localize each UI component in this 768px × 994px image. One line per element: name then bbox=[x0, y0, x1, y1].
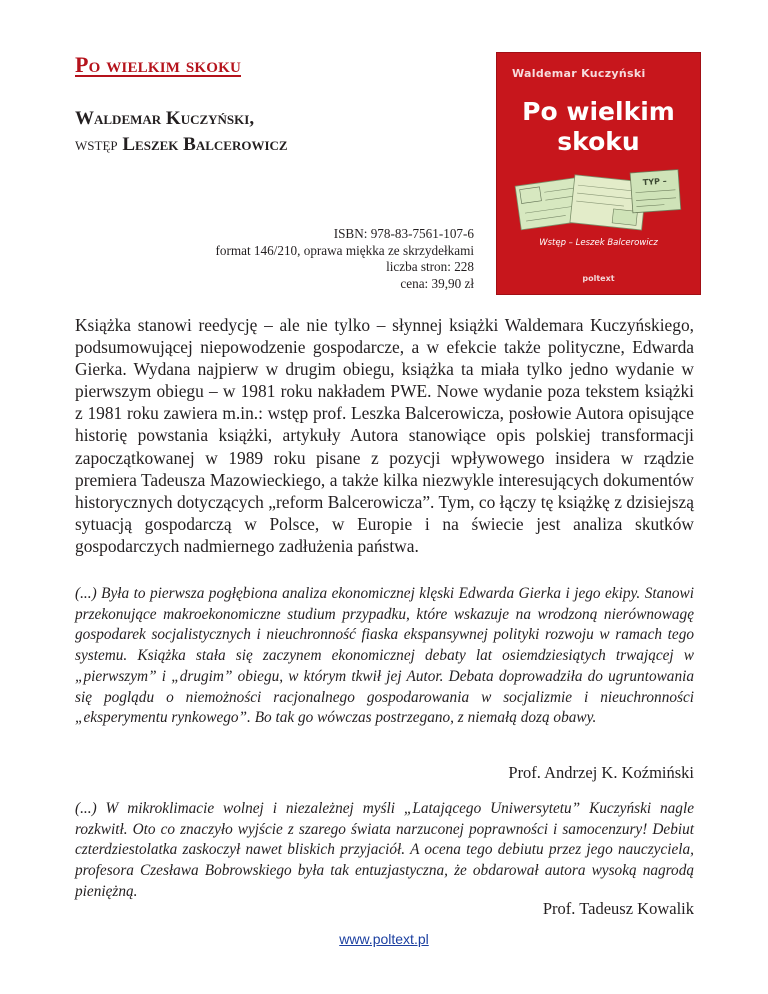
cover-author: Waldemar Kuczyński bbox=[512, 67, 646, 80]
isbn: ISBN: 978-83-7561-107-6 bbox=[333, 226, 474, 241]
cover-publisher-logo: poltext bbox=[582, 274, 615, 283]
page-title: Po wielkim skoku bbox=[75, 52, 241, 77]
intro-prefix: wstęp bbox=[75, 134, 118, 155]
intro-line bbox=[75, 134, 288, 156]
cover-title-line1: Po wielkim bbox=[522, 97, 675, 126]
book-description: Książka stanowi reedycję – ale nie tylko – słynnej książki Waldemara Kuczyńskiego, podsumowującej niepowodzenie gospodarcze, a w efekcie także polityczne, Edwarda Gierka. Wydana najpierw w drugim obiegu, książka ta miała tylko jedno wydanie w pierwszym obiegu – w 1981 roku nakładem PWE. Nowe wydanie poza tekstem książki z 1981 roku zawiera m.in.: wstęp prof. Leszka Balcerowicza, posłowie Autora opisujące historię powstania książki, artykuły Autora stanowiące opis polskiej transformacji zapoczątkowanej w 1989 roku pisane z pozycji wpływowego insidera w rządzie premiera Tadeusza Mazowieckiego, a także kilka niezwykle interesujących dokumentów historycznych dotyczących „reform Balcerowicza”. Tym, co łączy tę książkę z dzisiejszą sytuacją gospodarczą w Polsce, w Europie i na świecie jest analiza skutków gospodarczych nadmiernego zadłużenia państwa. bbox=[75, 315, 694, 556]
review-quote: (...) Była to pierwsza pogłębiona analiza ekonomicznej klęski Edwarda Gierka i jego ekipy. Stanowi przekonujące makroekonomiczne studium przypadku, które wskazuje na wrodzoną nierównowagę gospodarek socjalistycznych i nieuchronność fiaska ekspansywnej polityki rozwoju w ramach tego systemu. Książka stała się zaczynem ekonomicznej debaty lat osiemdziesiątych trwającej w „pierwszym” i „drugim” obiegu, w którym tkwił jej Autor. Debata doprowadziła do ugruntowania się poglądu o niemożności racjonalnego gospodarowania w socjalizmie i nieuchronności „eksperymentu rynkowego”. Bo tak go wówczas postrzegano, z niemałą dozą obawy. bbox=[75, 585, 694, 727]
author-name: Waldemar Kuczyński, bbox=[75, 108, 255, 129]
page-count: liczba stron: 228 bbox=[386, 259, 474, 274]
review-author: Prof. Tadeusz Kowalik bbox=[542, 899, 694, 918]
format: format 146/210, oprawa miękka ze skrzydełkami bbox=[215, 242, 474, 258]
review-quote: (...) W mikroklimacie wolnej i niezależnej myśli „Latającego Uniwersytetu” Kuczyński nagle rozkwitł. Oto co znaczyło wyjście z szarego świata narzuconej poprawności i samocenzury! Debiut czterdziestolatka zaskoczył nawet bliskich przyjaciół. A ocena tego debiutu przez jego nauczyciela, profesora Czesława Bobrowskiego była tak entuzjastyczna, że obdarował autora wysoką nagrodą pieniężną. bbox=[75, 800, 694, 900]
ration-coupons-image bbox=[514, 169, 684, 234]
cover-title-line2: skoku bbox=[557, 127, 640, 156]
website-link[interactable]: www.poltext.pl bbox=[339, 931, 429, 947]
book-cover bbox=[496, 52, 701, 295]
cover-intro: Wstęp – Leszek Balcerowicz bbox=[539, 238, 658, 248]
intro-name: Leszek Balcerowicz bbox=[122, 134, 288, 155]
price: cena: 39,90 zł bbox=[400, 275, 474, 291]
book-metadata bbox=[54, 226, 474, 292]
review-author: Prof. Andrzej K. Koźmiński bbox=[508, 763, 694, 782]
coupon-label: TYP – bbox=[642, 176, 668, 188]
